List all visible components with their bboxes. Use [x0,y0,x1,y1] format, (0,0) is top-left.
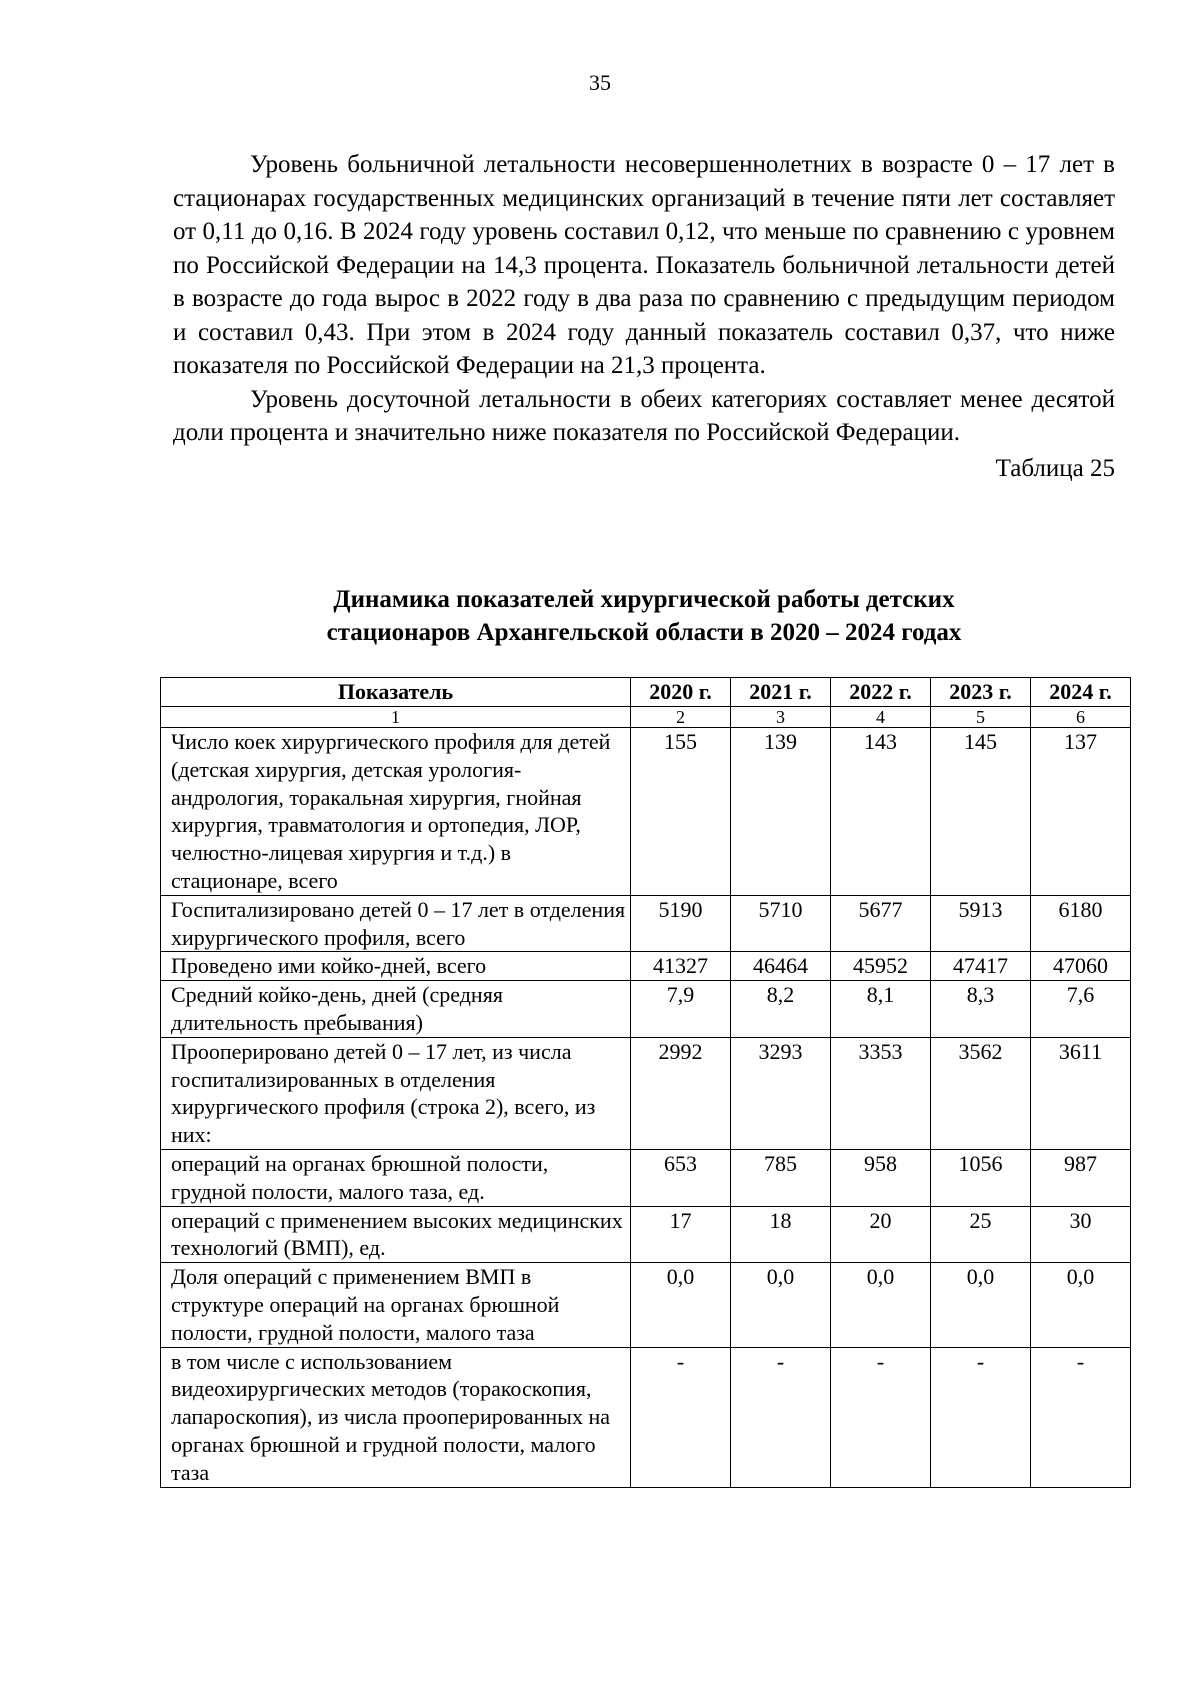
table-row [161,1347,1131,1487]
value-cell: 3353 [831,1037,931,1149]
value-cell: 145 [931,728,1031,896]
value-cell: - [631,1347,731,1487]
value-cell: 653 [631,1149,731,1206]
value-cell: 25 [931,1206,1031,1263]
value-cell: 0,0 [931,1263,1031,1347]
row-label: Госпитализировано детей 0 – 17 лет в отделения хирургического профиля, всего [161,895,631,952]
column-number: 2 [631,707,731,728]
value-cell: - [831,1347,931,1487]
value-cell: 987 [1031,1149,1131,1206]
table-row [161,1149,1131,1206]
header-cell: 2022 г. [831,678,931,707]
table-header-row [161,678,1131,707]
table-row [161,1263,1131,1347]
column-number: 4 [831,707,931,728]
header-cell: Показатель [161,678,631,707]
value-cell: 47060 [1031,952,1131,981]
table-row [161,952,1131,981]
value-cell: 139 [731,728,831,896]
value-cell: 3611 [1031,1037,1131,1149]
value-cell: 785 [731,1149,831,1206]
value-cell: 45952 [831,952,931,981]
table-title-line: Динамика показателей хирургической работы детских [333,586,955,613]
value-cell: 30 [1031,1206,1131,1263]
value-cell: 8,3 [931,981,1031,1038]
header-cell: 2023 г. [931,678,1031,707]
value-cell: 0,0 [631,1263,731,1347]
column-number: 6 [1031,707,1131,728]
value-cell: 143 [831,728,931,896]
row-label: Средний койко-день, дней (средняя длительность пребывания) [161,981,631,1038]
value-cell: 155 [631,728,731,896]
value-cell: 5190 [631,895,731,952]
value-cell: 8,1 [831,981,931,1038]
column-number-row [161,707,1131,728]
value-cell: 7,6 [1031,981,1131,1038]
paragraph: Уровень больничной летальности несовершеннолетних в возрасте 0 – 17 лет в стационарах государственных медицинских организаций в течение пяти лет составляет от 0,11 до 0,16. В 2024 году уровень составил 0,12, что меньше по сравнению с уровнем по Российской Федерации на 14,3 процента. Показатель больничной летальности детей в возрасте до года вырос в 2022 году в два раза по сравнению с предыдущим периодом и составил 0,43. При этом в 2024 году данный показатель составил 0,37, что ниже показателя по Российской Федерации на 21,3 процента. [173,151,1115,379]
value-cell: 41327 [631,952,731,981]
value-cell: 5677 [831,895,931,952]
value-cell: 0,0 [831,1263,931,1347]
row-label: Число коек хирургического профиля для детей (детская хирургия, детская урология-андрология, торакальная хирургия, гнойная хирургия, травматология и ортопедия, ЛОР, челюстно-лицевая хирургия и т.д.) в стационаре, всего [161,728,631,896]
value-cell: - [731,1347,831,1487]
row-label: операций с применением высоких медицинских технологий (ВМП), ед. [161,1206,631,1263]
header-cell: 2024 г. [1031,678,1131,707]
table-row [161,1206,1131,1263]
value-cell: 18 [731,1206,831,1263]
table-title-line: стационаров Архангельской области в 2020 – 2024 годах [326,619,962,646]
value-cell: - [931,1347,1031,1487]
row-label: в том числе с использованием видеохирургических методов (торакоскопия, лапароскопия), из числа прооперированных на органах брюшной и грудной полости, малого таза [161,1347,631,1487]
column-number: 3 [731,707,831,728]
value-cell: 20 [831,1206,931,1263]
table-title [173,583,1115,649]
body-text [173,148,1115,485]
column-number: 5 [931,707,1031,728]
value-cell: 0,0 [731,1263,831,1347]
value-cell: 6180 [1031,895,1131,952]
table-row [161,981,1131,1038]
column-number: 1 [161,707,631,728]
value-cell: 5913 [931,895,1031,952]
value-cell: 1056 [931,1149,1031,1206]
value-cell: 2992 [631,1037,731,1149]
table-row [161,895,1131,952]
value-cell: 5710 [731,895,831,952]
value-cell: 137 [1031,728,1131,896]
value-cell: 17 [631,1206,731,1263]
header-cell: 2020 г. [631,678,731,707]
surgery-stats-table [160,677,1131,1488]
value-cell: 3293 [731,1037,831,1149]
value-cell: 47417 [931,952,1031,981]
value-cell: 7,9 [631,981,731,1038]
row-label: операций на органах брюшной полости, грудной полости, малого таза, ед. [161,1149,631,1206]
paragraph: Уровень досуточной летальности в обеих категориях составляет менее десятой доли процента и значительно ниже показателя по Российской Федерации. [173,385,1115,446]
value-cell: - [1031,1347,1131,1487]
table-row [161,728,1131,896]
row-label: Прооперировано детей 0 – 17 лет, из числа госпитализированных в отделения хирургического профиля (строка 2), всего, из них: [161,1037,631,1149]
page-number: 35 [589,70,611,95]
value-cell: 0,0 [1031,1263,1131,1347]
table-row [161,1037,1131,1149]
value-cell: 46464 [731,952,831,981]
value-cell: 3562 [931,1037,1031,1149]
header-cell: 2021 г. [731,678,831,707]
row-label: Доля операций с применением ВМП в структуре операций на органах брюшной полости, грудной полости, малого таза [161,1263,631,1347]
value-cell: 8,2 [731,981,831,1038]
value-cell: 958 [831,1149,931,1206]
row-label: Проведено ими койко-дней, всего [161,952,631,981]
table-label: Таблица 25 [995,454,1115,482]
